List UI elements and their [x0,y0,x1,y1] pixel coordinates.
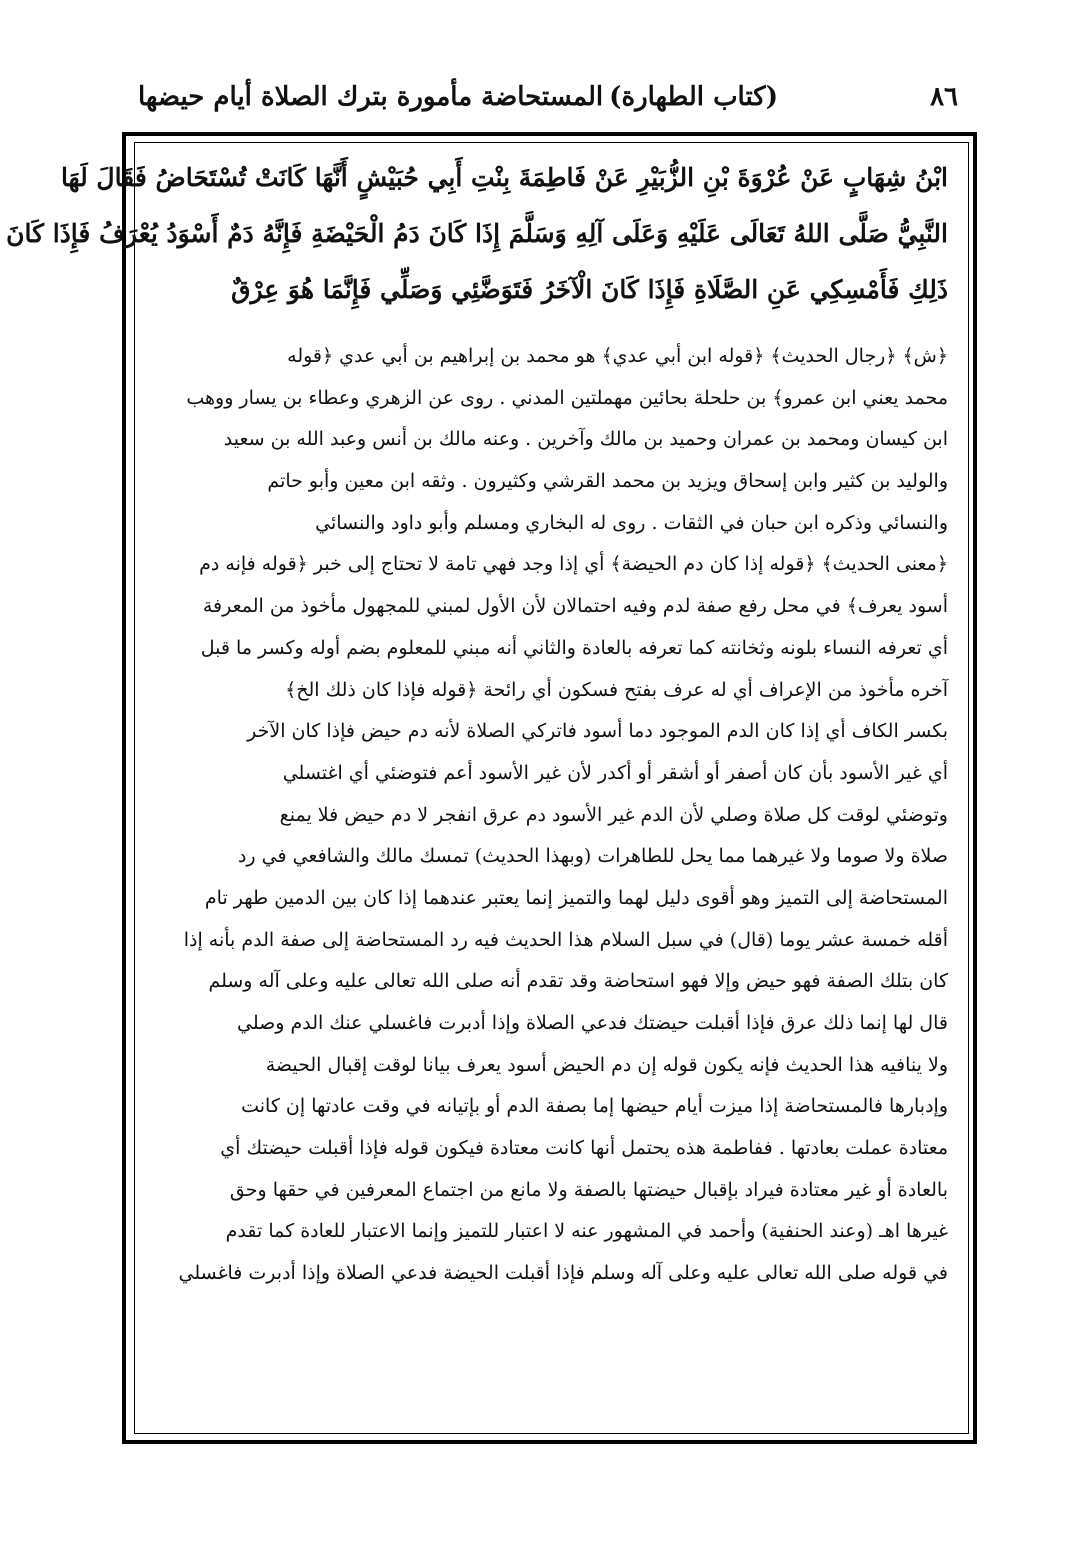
page-number: ٨٦ [930,82,958,112]
hadith-text [6,150,948,318]
commentary-line: بالعادة أو غير معتادة فيراد بإقبال حيضتها بالصفة ولا مانع من اجتماع المعرفين في حقها وحق [229,1178,948,1201]
commentary-line: في قوله صلى الله تعالى عليه وعلى آله وسلم فإذا أقبلت الحيضة فدعي الصلاة وإذا أدبرت فاغسلي [178,1262,948,1285]
hadith-line: ابْنُ شِهَابٍ عَنْ عُرْوَةَ بْنِ الزُّبَيْرِ عَنْ فَاطِمَةَ بِنْتِ أَبِي حُبَيْشٍ أَنَّهَا كَانَتْ تُسْتَحَاضُ فَقَالَ لَهَا [60,163,948,192]
commentary-text [148,336,948,1295]
commentary-line: وتوضئي لوقت كل صلاة وصلي لأن الدم غير الأسود دم عرق انفجر لا دم حيض فلا يمنع [279,803,948,826]
commentary-line: ابن كيسان ومحمد بن عمران وحميد بن مالك وآخرين . وعنه مالك بن أنس وعبد الله بن سعيد [223,428,948,451]
commentary-line: غيرها اهـ (وعند الحنفية) وأحمد في المشهور عنه لا اعتبار للتميز وإنما الاعتبار للعادة كما تقدم [225,1220,948,1243]
commentary-line: قال لها إنما ذلك عرق فإذا أقبلت حيضتك فدعي الصلاة وإذا أدبرت فاغسلي عنك الدم وصلي [237,1012,948,1034]
commentary-line: والنسائي وذكره ابن حبان في الثقات . روى له البخاري ومسلم وأبو داود والنسائي [315,511,948,534]
commentary-line: بكسر الكاف أي إذا كان الدم الموجود دما أسود فاتركي الصلاة لأنه دم حيض فإذا كان الآخر [247,720,948,743]
commentary-line: أي غير الأسود بأن كان أصفر أو أشقر أو أكدر لأن غير الأسود أعم فتوضئي أي اغتسلي [282,761,948,784]
commentary-line: ﴿ش﴾ ﴿رجال الحديث﴾ ﴿قوله ابن أبي عدي﴾ هو محمد بن إبراهيم بن أبي عدي ﴿قوله [287,345,948,367]
commentary-line: المستحاضة إلى التميز وهو أقوى دليل لهما والتميز إنما يعتبر عندهما إذا كان بين الدمين طهر تام [204,886,948,909]
chapter-title: المستحاضة مأمورة بترك الصلاة أيام حيضها [138,82,604,112]
hadith-line: ذَلِكِ فَأَمْسِكِي عَنِ الصَّلَاةِ فَإِذَا كَانَ الْآخَرُ فَتَوَضَّئِي وَصَلِّي فَإِنَّمَا هُوَ عِرْقٌ [231,275,948,304]
commentary-line: أسود يعرف﴾ في محل رفع صفة لدم وفيه احتمالان لأن الأول لمبني للمجهول مأخوذ من المعرفة [202,595,948,618]
commentary-line: والوليد بن كثير وابن إسحاق ويزيد بن محمد القرشي وكثيرون . وثقه ابن معين وأبو حاتم [267,470,948,493]
commentary-line: أقله خمسة عشر يوما (قال) في سبل السلام هذا الحديث فيه رد المستحاضة إلى صفة الدم بأنه إذا [183,928,948,951]
page-content [6,150,948,1295]
book-name: (كتاب الطهارة) [609,82,778,112]
commentary-line: صلاة ولا صوما ولا غيرهما مما يحل للطاهرات (وبهذا الحديث) تمسك مالك والشافعي في رد [237,845,948,868]
commentary-line: آخره مأخوذ من الإعراف أي له عرف بفتح فسكون أي رائحة ﴿قوله فإذا كان ذلك الخ﴾ [285,678,948,701]
commentary-line: كان بتلك الصفة فهو حيض وإلا فهو استحاضة وقد تقدم أنه صلى الله تعالى عليه وعلى آله وسلم [208,970,948,993]
commentary-line: ولا ينافيه هذا الحديث فإنه يكون قوله إن دم الحيض أسود يعرف بيانا لوقت إقبال الحيضة [265,1053,948,1076]
commentary-line: ﴿معنى الحديث﴾ ﴿قوله إذا كان دم الحيضة﴾ أي إذا وجد فهي تامة لا تحتاج إلى خبر ﴿قوله فإنه دم [199,553,948,576]
commentary-line: معتادة عملت بعادتها . ففاطمة هذه يحتمل أنها كانت معتادة فيكون قوله فإذا أقبلت حيضتك أي [220,1137,948,1160]
commentary-line: أي تعرفه النساء بلونه وثخانته كما تعرفه بالعادة والثاني أنه مبني للمعلوم بضم أوله وكسر ما قبل [200,636,948,659]
hadith-line: النَّبِيُّ صَلَّى اللهُ تَعَالَى عَلَيْهِ وَعَلَى آلِهِ وَسَلَّمَ إِذَا كَانَ دَمُ الْحَيْضَةِ فَإِنَّهُ دَمٌ أَسْوَدُ يُعْرَفُ فَإِذَا كَانَ [6,219,948,248]
commentary-line: وإدبارها فالمستحاضة إذا ميزت أيام حيضها إما بصفة الدم أو بإتيانه في وقت عادتها إن كانت [241,1095,948,1118]
commentary-line: محمد يعني ابن عمرو﴾ بن حلحلة بحائين مهملتين المدني . روى عن الزهري وعطاء بن يسار ووهب [186,386,948,409]
running-header [138,74,958,126]
